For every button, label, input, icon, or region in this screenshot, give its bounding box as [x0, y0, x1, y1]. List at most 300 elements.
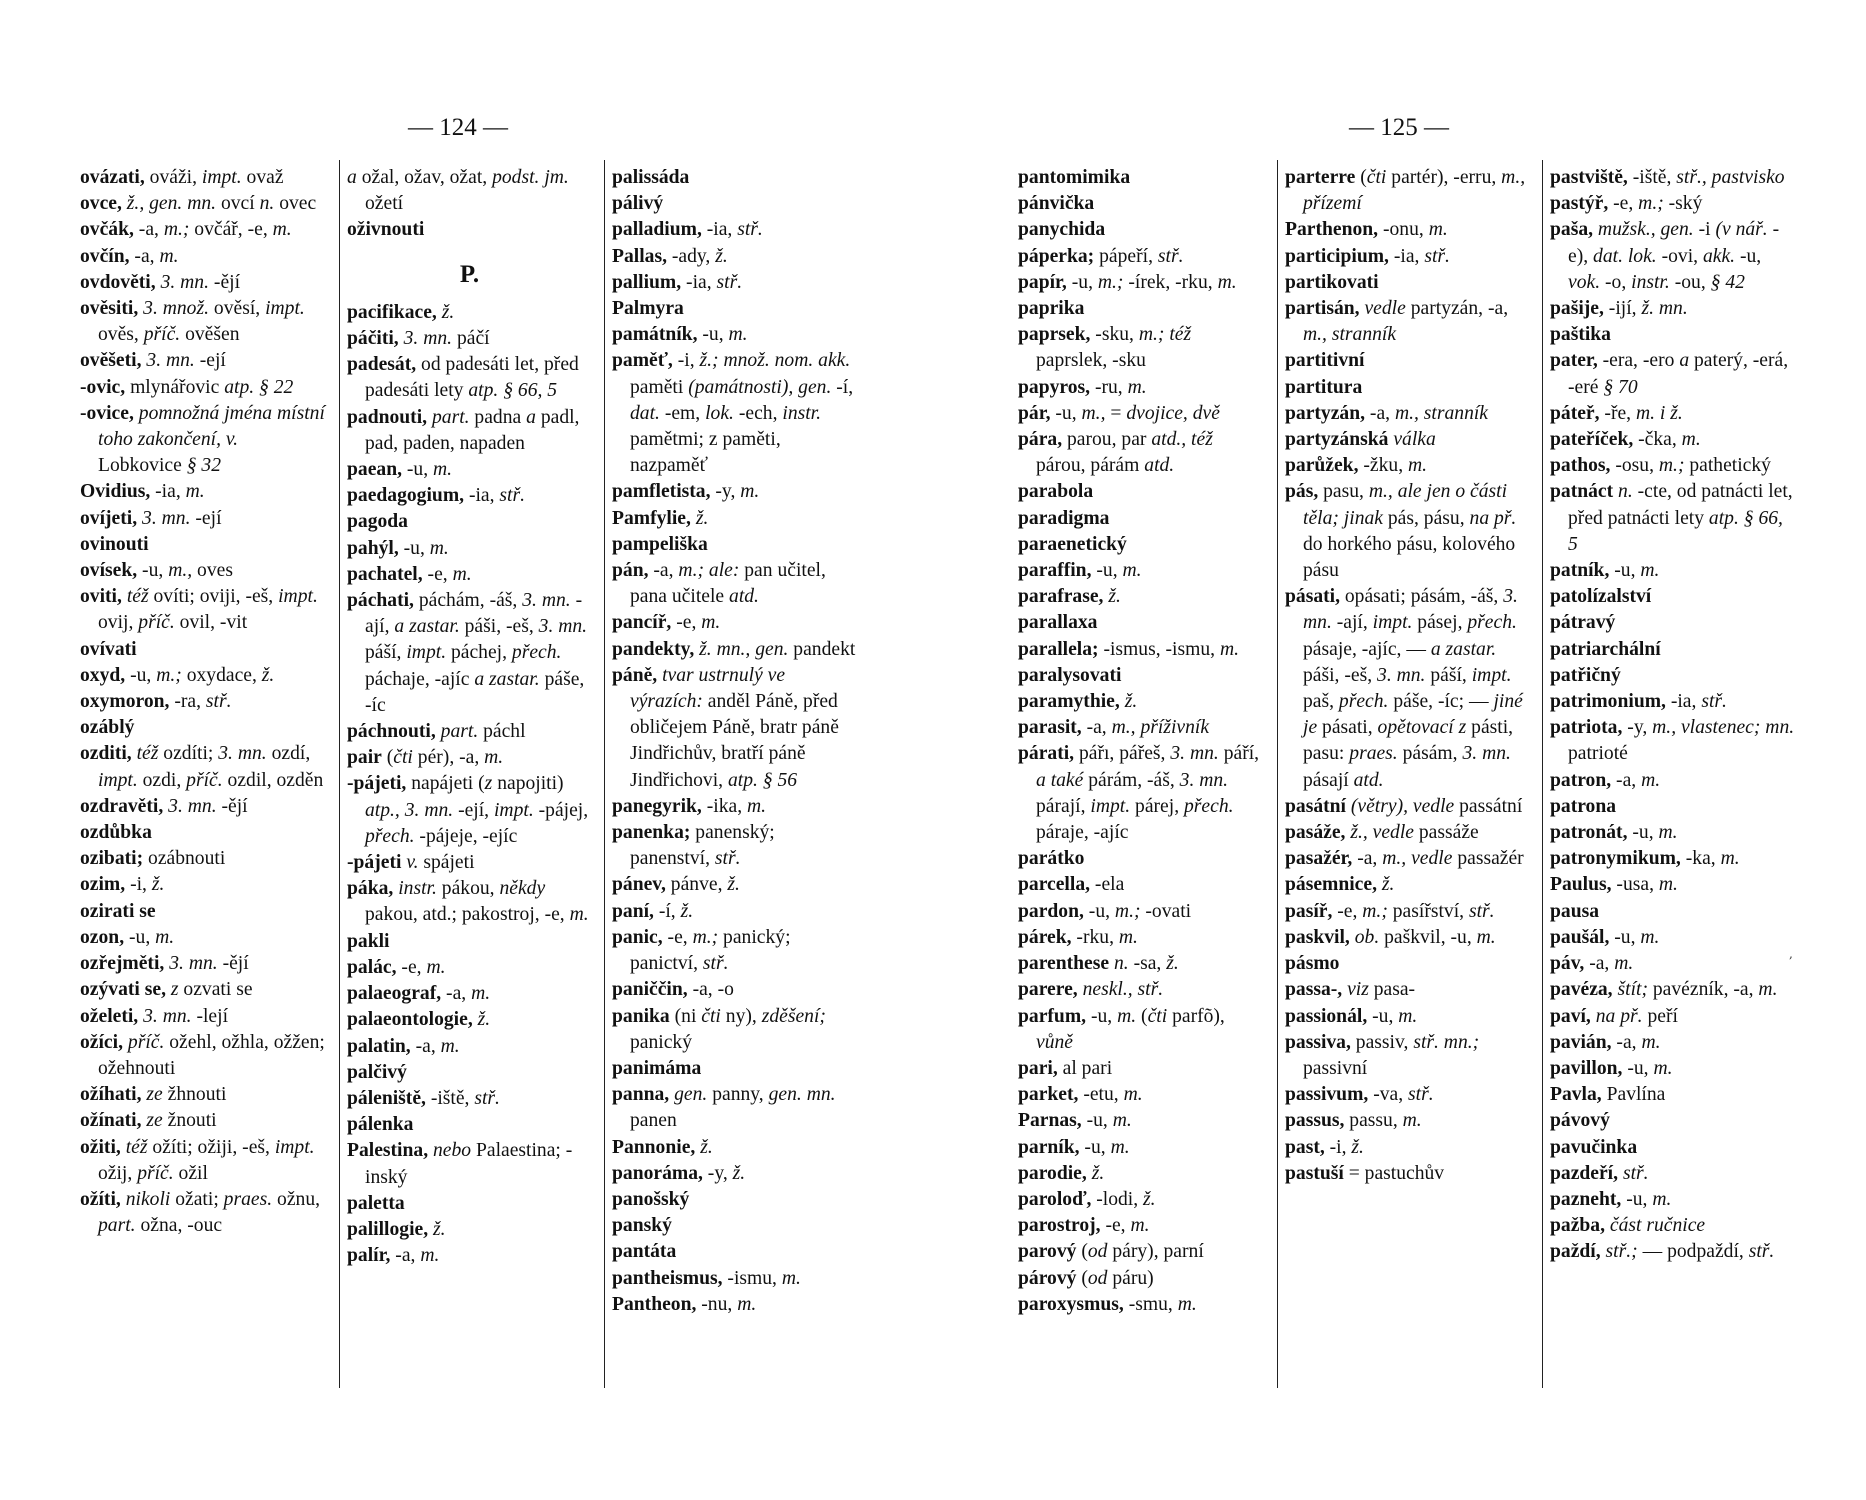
dictionary-entry [1550, 1082, 1795, 1108]
headword: paroxysmus, [1018, 1293, 1124, 1315]
headword: ovívati [80, 638, 137, 660]
headword: ovinouti [80, 533, 149, 555]
headword: panenka; [612, 822, 691, 844]
grammar-note: opětovací z [1377, 717, 1467, 739]
dictionary-entry [1018, 1239, 1263, 1265]
entry-text: -ia, [150, 481, 186, 503]
dictionary-entry [612, 1266, 857, 1292]
dictionary-entry [612, 610, 857, 636]
grammar-note: nikoli [125, 1188, 171, 1210]
headword: ověšeti, [80, 350, 142, 372]
dictionary-entry [1285, 1030, 1530, 1082]
dictionary-entry [612, 899, 857, 925]
dictionary-entry [1550, 846, 1795, 872]
entry-text: -ějí [216, 795, 248, 817]
entry-text: passu, [1344, 1110, 1403, 1132]
entry-text: -u, [398, 537, 430, 559]
dictionary-entry [612, 820, 857, 872]
dictionary-entry [612, 1056, 857, 1082]
entry-text: pan učitel, pana učitele [630, 560, 826, 608]
headword: ožínati, [80, 1110, 142, 1132]
entry-text: -va, [1368, 1084, 1409, 1106]
headword: passiva, [1285, 1031, 1351, 1053]
entry-text: ovcí [216, 193, 260, 215]
dictionary-entry [347, 326, 592, 352]
entry-text: -ejí, [453, 799, 494, 821]
grammar-note: příč. [186, 769, 223, 791]
grammar-note: m. [1219, 638, 1239, 660]
grammar-note: příč. [138, 612, 175, 634]
dictionary-entry [347, 217, 592, 243]
dictionary-entry [80, 663, 325, 689]
headword: panic, [612, 926, 663, 948]
headword: pásemnice, [1285, 874, 1377, 896]
headword: ozývati se, [80, 979, 166, 1001]
grammar-note: podst. jm. [492, 167, 569, 188]
dictionary-entry [1550, 925, 1795, 951]
dictionary-entry [80, 479, 325, 505]
grammar-note: m. [1398, 1005, 1418, 1027]
entry-text: -ře, [1599, 402, 1636, 424]
grammar-note: 3. mn. [160, 271, 210, 293]
grammar-note: impt. [1090, 795, 1131, 817]
entry-text: -pájeje, -ejíc [414, 825, 518, 847]
dictionary-entry [1550, 1056, 1795, 1082]
entry-text: -smu, [1123, 1293, 1178, 1315]
headword: Pannonie, [612, 1136, 696, 1158]
dictionary-column [1018, 165, 1263, 1318]
grammar-note: m. [740, 481, 760, 503]
dictionary-entry [1018, 1135, 1263, 1161]
entry-text: -u, [1609, 560, 1641, 582]
headword: parcella, [1018, 874, 1091, 896]
grammar-note: § 32 [186, 455, 221, 477]
entry-text: -í, [653, 900, 681, 922]
grammar-note: atd. [729, 586, 759, 608]
dictionary-entry [80, 532, 325, 558]
headword: padesát, [347, 354, 417, 376]
dictionary-entry [347, 405, 592, 457]
grammar-note: m. [452, 563, 472, 585]
grammar-note: atd., též [1151, 429, 1213, 451]
headword: partisán, [1285, 298, 1360, 320]
dictionary-entry [1285, 820, 1530, 846]
grammar-note: jiné je [1303, 691, 1523, 739]
headword: pakli [347, 930, 390, 952]
entry-text: -a, [1584, 953, 1615, 975]
entry-text: ovčář, -e, [189, 219, 273, 241]
headword: ovísek, [80, 560, 138, 582]
entry-text: passáže [1413, 822, 1479, 844]
dictionary-entry [80, 820, 325, 846]
headword: ozim, [80, 874, 126, 896]
dictionary-entry [1018, 479, 1263, 505]
headword: ožíci, [80, 1031, 123, 1053]
entry-text: -pájej, [533, 799, 589, 821]
grammar-note: též [136, 743, 159, 765]
entry-text: -a, -o [687, 979, 734, 1001]
headword: pagoda [347, 511, 408, 533]
grammar-note: přech. [1184, 795, 1234, 817]
headword: participium, [1285, 245, 1389, 267]
headword: pánev, [612, 874, 666, 896]
headword: pastýř, [1550, 193, 1609, 215]
grammar-note: impt. [406, 642, 447, 664]
entry-text: -u, [1079, 1136, 1111, 1158]
entry-text: -ka, [1680, 848, 1721, 870]
entry-text: -ia, [701, 219, 738, 241]
entry-text: -u, [1081, 1110, 1113, 1132]
dictionary-entry [612, 663, 857, 794]
grammar-note: m.; [1658, 455, 1685, 477]
grammar-note: m.; [1362, 900, 1388, 922]
grammar-note: zděšení; [761, 1005, 826, 1027]
grammar-note: z [484, 773, 493, 795]
headword: ovázati, [80, 167, 145, 188]
dictionary-entry [612, 532, 857, 558]
headword: Parthenon, [1285, 219, 1379, 241]
dictionary-entry [1018, 217, 1263, 243]
grammar-note: m. [1112, 1110, 1132, 1132]
grammar-note: m. [1402, 1110, 1422, 1132]
dictionary-entry [1018, 663, 1263, 689]
headword: pára, [1018, 429, 1063, 451]
grammar-note: m. [747, 795, 767, 817]
entry-text: ozdil, ozděn [222, 769, 324, 791]
dictionary-entry [347, 1034, 592, 1060]
entry-text: ( [1076, 1241, 1088, 1263]
dictionary-entry [1550, 348, 1795, 400]
grammar-note: atp. § 66, 5 [468, 380, 558, 402]
dictionary-entry [1018, 846, 1263, 872]
entry-text: páchaje, -ajíc [365, 668, 475, 690]
headword: parový [1018, 1241, 1077, 1263]
grammar-note: stř. [714, 848, 741, 870]
headword: pálivý [612, 193, 664, 215]
grammar-note: ž., vedle [1350, 822, 1414, 844]
headword: ovdověti, [80, 271, 156, 293]
headword: ozirati se [80, 900, 156, 922]
grammar-note: m. [1653, 1057, 1673, 1079]
right-page [933, 0, 1866, 1500]
headword: pazdeří, [1550, 1162, 1619, 1184]
entry-text: oves [192, 560, 233, 582]
grammar-note: a zastar. [394, 616, 460, 638]
grammar-note: ž. [1381, 874, 1395, 896]
headword: oxyd, [80, 664, 126, 686]
grammar-note: n. [259, 193, 275, 215]
entry-text: -ejí [190, 507, 222, 529]
dictionary-entry [1550, 794, 1795, 820]
dictionary-entry [80, 375, 325, 401]
headword: Pantheon, [612, 1293, 697, 1315]
dictionary-entry [1550, 322, 1795, 348]
dictionary-entry [1018, 1161, 1263, 1187]
dictionary-entry [1285, 453, 1530, 479]
entry-text: ny), [720, 1005, 762, 1027]
dictionary-entry [612, 322, 857, 348]
headword: paramythie, [1018, 691, 1120, 713]
headword: paprsek, [1018, 324, 1091, 346]
entry-text: -y, [1622, 717, 1653, 739]
grammar-note: (v nář. [1715, 219, 1768, 241]
headword: ozon, [80, 926, 125, 948]
dictionary-entry [1550, 191, 1795, 217]
headword: pardon, [1018, 900, 1084, 922]
entry-text: pářı, pářeš, [1074, 743, 1171, 765]
entry-text: od padesáti let, před padesáti lety [365, 354, 579, 402]
grammar-note: lok. [705, 402, 734, 424]
entry-text: páše, -íc [365, 668, 585, 716]
headword: památník, [612, 324, 698, 346]
grammar-note: instr. [782, 402, 822, 424]
entry-text: -a, [1365, 402, 1395, 424]
dictionary-entry [1285, 427, 1530, 453]
entry-text: opásati; pásám, -áš, [1339, 586, 1504, 608]
dictionary-entry [1285, 1108, 1530, 1134]
headword: -ovic, [80, 376, 126, 398]
grammar-note: ze [146, 1110, 163, 1132]
headword: papír, [1018, 271, 1067, 293]
dictionary-entry [1550, 768, 1795, 794]
dictionary-entry [1285, 1004, 1530, 1030]
headword: palčivý [347, 1061, 407, 1083]
entry-text: páší, [365, 642, 407, 664]
entry-text: -ady, [666, 245, 716, 267]
grammar-note: m. [1130, 1215, 1150, 1237]
headword: paštika [1550, 324, 1611, 346]
entry-text: páraje, -ajíc [1036, 822, 1129, 844]
grammar-note: vedle [1364, 298, 1406, 320]
entry-text: pásám, [1397, 743, 1463, 765]
grammar-note: ž. mn. [1641, 298, 1688, 320]
grammar-note: part. [98, 1215, 136, 1237]
dictionary-entry [1018, 191, 1263, 217]
headword: parůžek, [1285, 455, 1359, 477]
entry-text: ožati; [170, 1188, 224, 1210]
dictionary-entry [80, 872, 325, 898]
grammar-note: m. [569, 904, 589, 926]
grammar-note: m. [1614, 953, 1634, 975]
grammar-note: 3. mn. [403, 328, 453, 350]
grammar-note: m. [1681, 429, 1701, 451]
entry-text: -u, [1050, 402, 1082, 424]
grammar-note: a [347, 167, 357, 188]
grammar-note: stř. [737, 219, 763, 241]
grammar-note: stř. [702, 953, 729, 975]
entry-text: ( [1076, 1267, 1088, 1289]
dictionary-entry [1550, 899, 1795, 925]
dictionary-entry [347, 850, 592, 876]
grammar-note: part. [431, 406, 470, 428]
section-letter-heading: P. [459, 260, 480, 288]
dictionary-entry [80, 1082, 325, 1108]
headword: partitivní [1285, 350, 1365, 372]
headword: pair [347, 747, 382, 769]
entry-text: pasířství, [1387, 900, 1469, 922]
dictionary-entry [1550, 1030, 1795, 1056]
headword: panna, [612, 1084, 670, 1106]
entry-text: -u, [401, 459, 434, 481]
headword: pausa [1550, 900, 1600, 922]
entry-text: -a, [410, 1035, 441, 1057]
grammar-note: stř. [716, 271, 743, 293]
entry-text: -u, [1066, 271, 1098, 293]
headword: panský [612, 1215, 672, 1237]
headword: palillogie, [347, 1218, 429, 1240]
grammar-note: nebo [433, 1140, 472, 1162]
headword: palír, [347, 1245, 391, 1267]
grammar-note: m.; [156, 664, 182, 686]
dictionary-entry [80, 506, 325, 532]
headword: pátravý [1550, 612, 1616, 634]
headword: parník, [1018, 1136, 1080, 1158]
grammar-note: ž. [715, 245, 728, 267]
dictionary-entry [1018, 506, 1263, 532]
entry-text: -y, [702, 1162, 733, 1184]
dictionary-entry [1285, 846, 1530, 872]
dictionary-entry [347, 588, 592, 719]
grammar-note: čti [1366, 167, 1387, 188]
entry-text: -ějí [217, 953, 249, 975]
headword: parostroj, [1018, 1215, 1101, 1237]
grammar-note: z [170, 979, 179, 1001]
headword: parfum, [1018, 1005, 1087, 1027]
grammar-note: praes. [1349, 743, 1398, 765]
grammar-note: též [126, 586, 149, 608]
entry-text: -e), [1568, 219, 1780, 267]
grammar-note: m., [168, 560, 193, 582]
dictionary-entry [612, 794, 857, 820]
grammar-note: m., vedle [1382, 848, 1453, 870]
dictionary-entry [80, 715, 325, 741]
headword: ozáblý [80, 717, 135, 739]
dictionary-entry [612, 1213, 857, 1239]
grammar-note: m. [1640, 560, 1660, 582]
entry-text: páši, -eš, [1303, 664, 1378, 686]
headword: papyros, [1018, 376, 1091, 398]
grammar-note: m.; ale: [678, 560, 740, 582]
dictionary-entry [1018, 1187, 1263, 1213]
grammar-note: m. [420, 1245, 440, 1267]
grammar-note: ž. [700, 1136, 713, 1158]
dictionary-entry [612, 1004, 857, 1056]
entry-text: -ovi, [1656, 245, 1703, 267]
grammar-note: stř. [1408, 1084, 1434, 1106]
entry-text: pákou, [436, 878, 500, 900]
grammar-note: stř. [499, 485, 526, 507]
entry-text: -ismu, [722, 1267, 782, 1289]
headword: pandekty, [612, 638, 695, 660]
headword: patron, [1550, 769, 1612, 791]
entry-text: padl, pad, paden, napaden [365, 406, 580, 454]
grammar-note: a [1679, 350, 1690, 372]
grammar-note: ž. [1351, 1136, 1364, 1158]
grammar-note: stř. [205, 691, 232, 713]
headword: páně, [612, 664, 658, 686]
headword: pantomimika [1018, 167, 1131, 188]
grammar-note: příč. [143, 324, 181, 346]
dictionary-entry [1550, 1161, 1795, 1187]
dictionary-entry [1550, 296, 1795, 322]
headword: patriarchální [1550, 638, 1661, 660]
grammar-note: od [1087, 1267, 1108, 1289]
grammar-note: čti [701, 1005, 721, 1027]
entry-text: -a, [129, 245, 160, 267]
grammar-note: m.; [1638, 193, 1664, 215]
dictionary-entry [1285, 1082, 1530, 1108]
headword: pamfletista, [612, 481, 711, 503]
headword: pavéza, [1550, 979, 1613, 1001]
grammar-note: stř. [1701, 691, 1727, 713]
entry-text: páchej, [446, 642, 512, 664]
grammar-note: přech. [1467, 612, 1517, 634]
grammar-note: atp. § 66, 5 [1568, 507, 1783, 555]
dictionary-entry [80, 1030, 325, 1082]
dictionary-column [347, 165, 592, 1269]
grammar-note: m. [433, 459, 453, 481]
dictionary-entry [1285, 1135, 1530, 1161]
dictionary-entry [347, 1191, 592, 1217]
grammar-note: m., ale jen o části těla; jinak [1303, 481, 1508, 529]
dictionary-entry [612, 977, 857, 1003]
entry-text: -u, [1627, 822, 1659, 844]
entry-text: do horkého pásu, kolového pásu [1303, 533, 1516, 582]
headword: Parnas, [1018, 1110, 1082, 1132]
dictionary-entry [347, 1138, 592, 1190]
grammar-note: m. [781, 1267, 801, 1289]
headword: partitura [1285, 376, 1363, 398]
headword: parodie, [1018, 1162, 1087, 1184]
entry-text: panny, [707, 1084, 769, 1106]
grammar-note: atp. § 22 [224, 376, 294, 398]
headword: panychida [1018, 219, 1106, 241]
entry-text: -y, [710, 481, 741, 503]
grammar-note: m. [484, 747, 504, 769]
dictionary-entry [80, 977, 325, 1003]
entry-text: -e, [396, 956, 427, 978]
headword: patnáct [1550, 481, 1614, 503]
entry-text: al pari [1057, 1057, 1113, 1079]
headword: parere, [1018, 979, 1078, 1001]
grammar-note: 3. mn. [143, 1005, 192, 1027]
entry-text: ozdí, [266, 743, 311, 765]
dictionary-entry [80, 584, 325, 636]
entry-text: -a, [1081, 717, 1112, 739]
dictionary-entry [612, 1187, 857, 1213]
headword: Pamfylie, [612, 507, 691, 529]
dictionary-entry [1018, 1082, 1263, 1108]
dictionary-entry [1550, 1187, 1795, 1213]
entry-text: ováži, [144, 167, 202, 188]
dictionary-entry [1550, 453, 1795, 479]
column-divider [1277, 160, 1278, 1388]
entry-text: panen [630, 1110, 677, 1132]
dictionary-entry [1285, 899, 1530, 925]
headword: oxymoron, [80, 691, 170, 713]
headword: ovíjeti, [80, 507, 138, 529]
entry-text: patrioté [1568, 743, 1628, 765]
headword: patrimonium, [1550, 691, 1666, 713]
dictionary-entry [1018, 532, 1263, 558]
dictionary-column [1550, 165, 1795, 1266]
entry-text: -u, [1086, 1005, 1118, 1027]
page-number: — 125 — [1349, 114, 1449, 141]
dictionary-entry [347, 876, 592, 928]
entry-text: -iště, [1627, 167, 1677, 188]
dictionary-entry [347, 1060, 592, 1086]
dictionary-entry [347, 745, 592, 771]
